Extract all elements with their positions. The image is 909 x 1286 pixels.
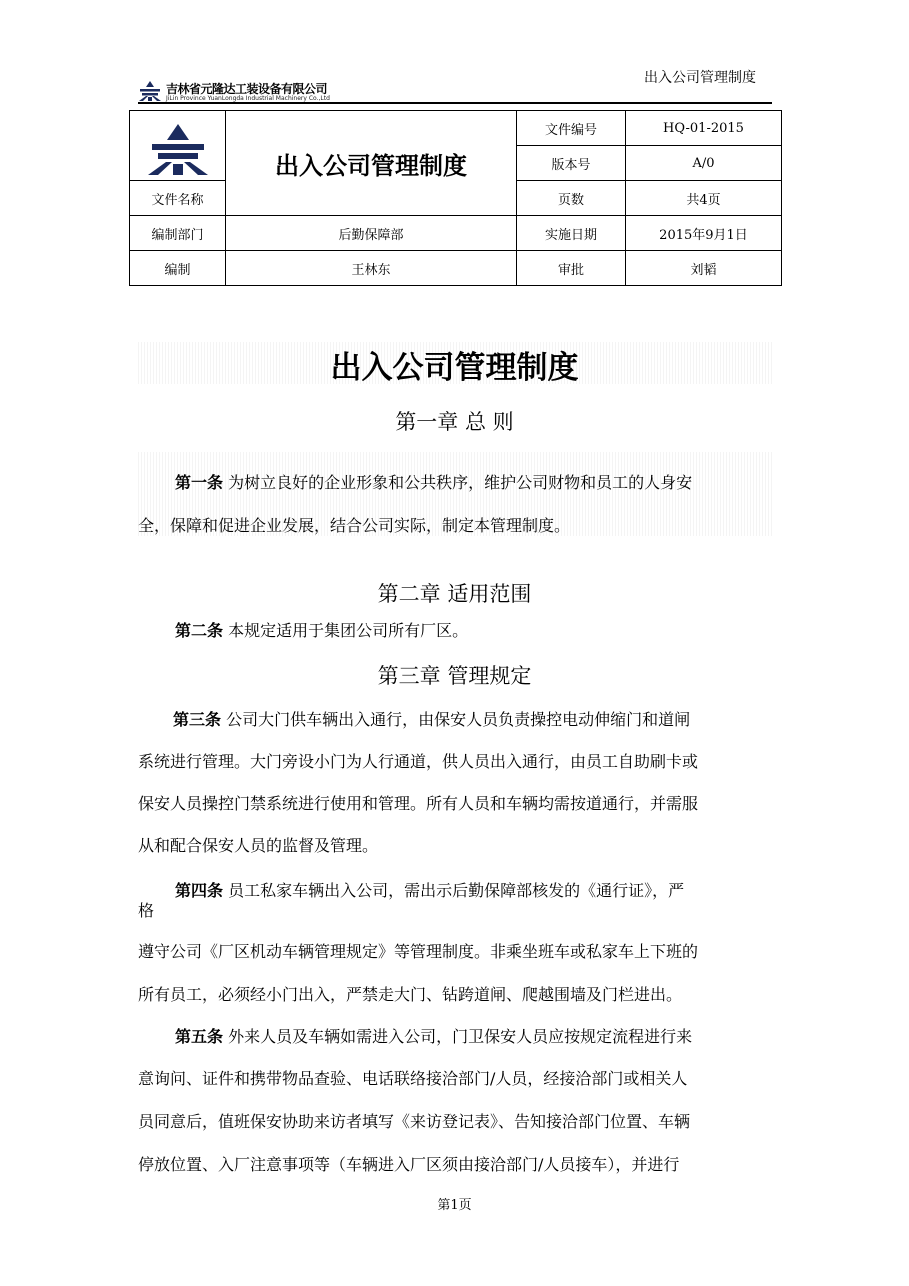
article-1-line-1 (138, 470, 772, 493)
company-logo-icon (146, 122, 210, 176)
company-logo-icon (138, 80, 162, 102)
article-1-text-1: 为树立良好的企业形象和公共秩序，维护公司财物和员工的人身安 (228, 473, 693, 492)
document-title: 出入公司管理制度 (330, 350, 579, 386)
article-5-line-2: 意询问、证件和携带物品查验、电话联络接洽部门/人员，经接洽部门或相关人 (138, 1069, 688, 1088)
article-4-line-3: 所有员工，必须经小门出入，严禁走大门、钻跨道闸、爬越围墙及门栏进出。 (138, 985, 683, 1004)
pages-label: 页数 (517, 181, 626, 216)
author-label: 编制 (130, 251, 226, 286)
article-1-label: 第一条 (175, 473, 224, 492)
chapter-2-heading: 第二章 适用范围 (377, 582, 532, 606)
logo-cell (130, 111, 226, 181)
article-2-label: 第二条 (175, 621, 224, 640)
author-value: 王林东 (226, 251, 517, 286)
article-5-text-1: 外来人员及车辆如需进入公司，门卫保安人员应按规定流程进行来 (228, 1027, 693, 1046)
approver-value: 刘韬 (626, 251, 782, 286)
table-title: 出入公司管理制度 (226, 111, 517, 216)
article-5-line-1 (138, 1024, 772, 1047)
article-1-line-2: 全，保障和促进企业发展，结合公司实际，制定本管理制度。 (138, 516, 571, 535)
article-2-text: 本规定适用于集团公司所有厂区。 (228, 621, 469, 640)
file-no-label: 文件编号 (517, 111, 626, 146)
article-3-text-1: 公司大门供车辆出入通行，由保安人员负责操控电动伸缩门和道闸 (226, 710, 691, 729)
article-4-line-1b: 格 (138, 901, 155, 920)
version-label: 版本号 (517, 146, 626, 181)
article-5-label: 第五条 (175, 1027, 224, 1046)
dept-label: 编制部门 (130, 216, 226, 251)
document-info-table (129, 110, 782, 286)
article-4-text-1: 员工私家车辆出入公司，需出示后勤保障部核发的《通行证》，严 (228, 881, 685, 900)
dept-value: 后勤保障部 (226, 216, 517, 251)
chapter-3-heading: 第三章 管理规定 (377, 664, 532, 688)
pages-value: 共4页 (626, 181, 782, 216)
article-4-line-2: 遵守公司《厂区机动车辆管理规定》等管理制度。非乘坐班车或私家车上下班的 (138, 942, 699, 961)
running-header-title: 出入公司管理制度 (644, 70, 756, 86)
article-5-line-4: 停放位置、入厂注意事项等（车辆进入厂区须由接洽部门/人员接车），并进行 (138, 1155, 680, 1174)
article-3-line-2: 系统进行管理。大门旁设小门为人行通道，供人员出入通行，由员工自助刷卡或 (138, 752, 699, 771)
article-2-line (138, 618, 772, 641)
article-3-line-3: 保安人员操控门禁系统进行使用和管理。所有人员和车辆均需按道通行，并需服 (138, 794, 699, 813)
chapter-1-heading: 第一章 总 则 (395, 410, 514, 434)
company-name-en: JiLin Province YuanLongda Industrial Machinery Co.,Ltd (166, 95, 330, 102)
article-5-line-3: 员同意后，值班保安协助来访者填写《来访登记表》、告知接洽部门位置、车辆 (138, 1112, 691, 1131)
article-3-label: 第三条 (173, 710, 222, 729)
date-label: 实施日期 (517, 216, 626, 251)
company-name-cn: 吉林省元隆达工装设备有限公司 (166, 82, 328, 96)
article-3-line-4: 从和配合保安人员的监督及管理。 (138, 836, 379, 855)
file-name-label: 文件名称 (130, 181, 226, 216)
header-divider (138, 102, 772, 104)
article-3-line-1 (138, 707, 772, 730)
file-no-value: HQ-01-2015 (626, 111, 782, 146)
approve-label: 审批 (517, 251, 626, 286)
page-number: 第1页 (437, 1198, 472, 1213)
date-value: 2015年9月1日 (626, 216, 782, 251)
version-value: A/0 (626, 146, 782, 181)
article-4-label: 第四条 (175, 881, 224, 900)
